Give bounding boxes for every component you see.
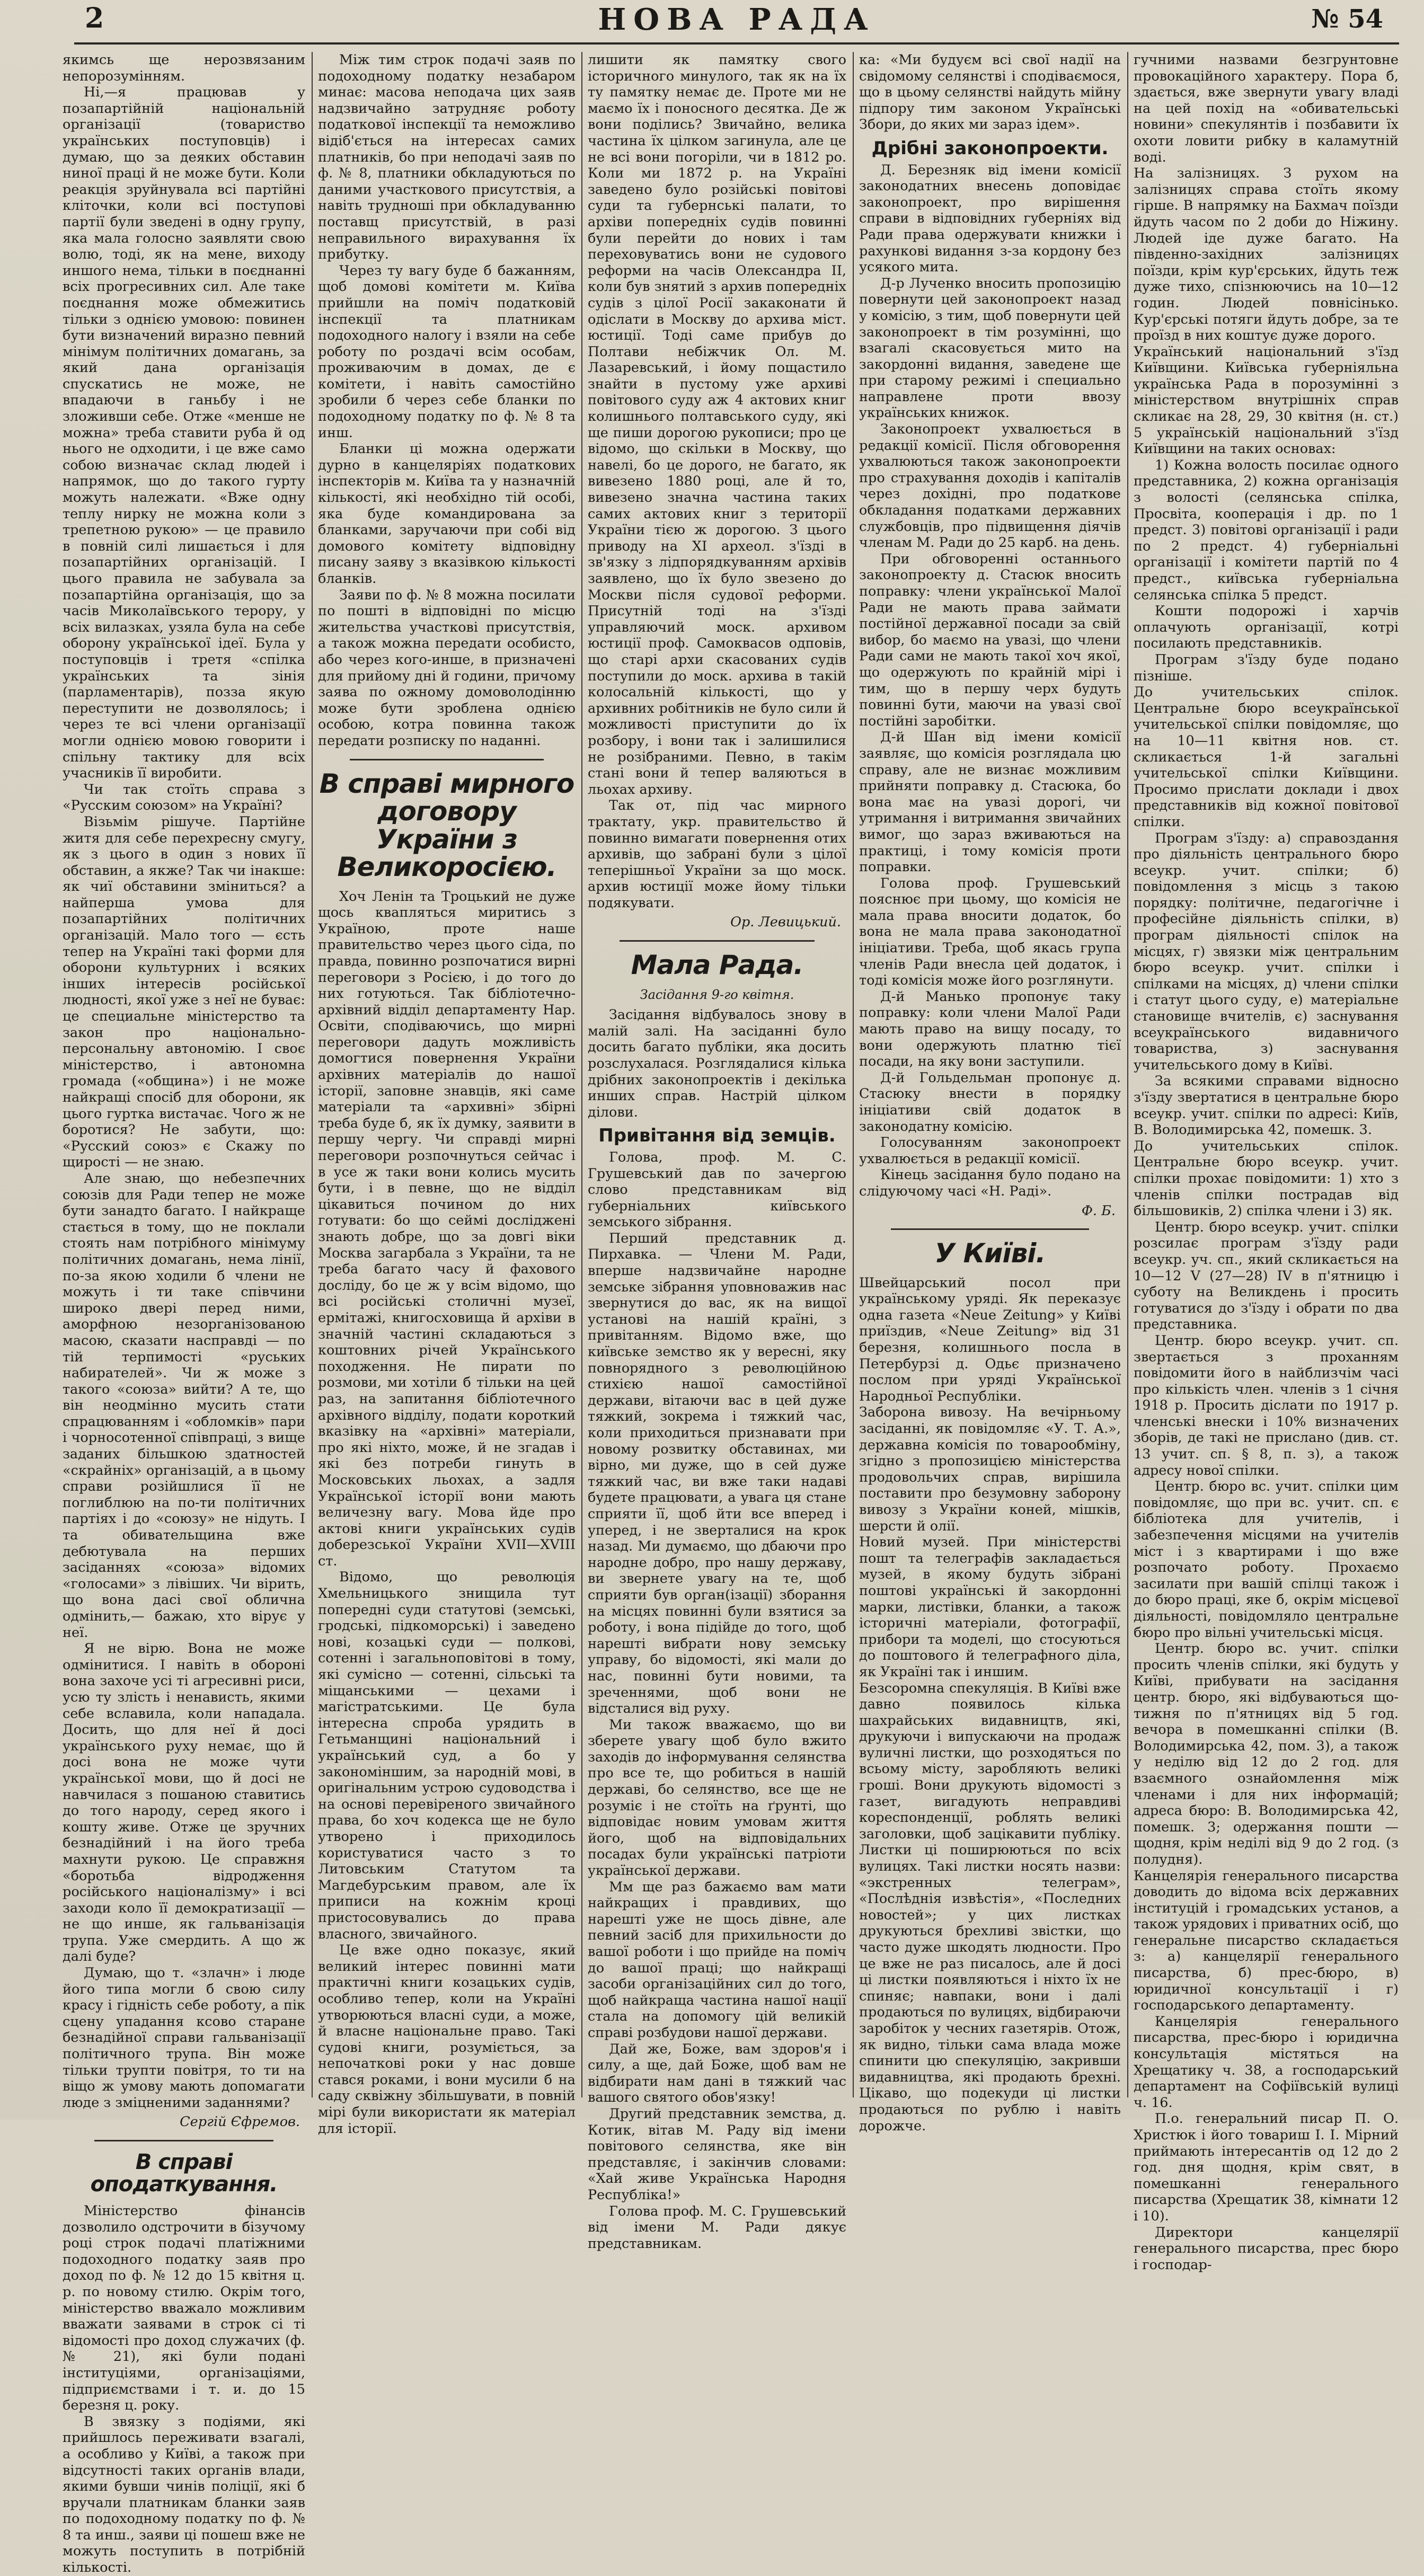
article-paragraph: Перший представник д. Пирхавка. — Члени М. Ради, вперше надзвичайне народне земське зібрання уповноважив нас звернутися до вас, як на вищої установі на нашій країні, з привітанням. Відомо вже, що київське земство як у вересні, яку повнорядного з революційною стихією нашої самостійної держави, вітаючи вас в цей дуже тяжкий, зокрема і тяжкий час, коли приходиться признавати при новому розвитку обставинах, ми вірно, ми дуже, що в сей дуже тяжкий час, ви вже таки надаві будете працювати, а увага ця стане сприяти її, щоб йти все вперед і уперед, і не зверталися на крок назад. Ми думаємо, що дбаючи про народне добро, про нашу державу, ви звернете увагу на те, щоб сприяти був орган(ізації) зборання на місцях повинні були взятися за роботу, і вона підійде до того, щоб нарешті вибрати нову земську управу, бо відомості, які мали до нас, повинні бути новими, та зреченнями, щоб вони не відсталися від руху. — [588, 1230, 846, 1717]
article-paragraph: П.о. генеральний писар П. О. Христюк і його товариш І. І. Мірний приймають інтересантів од 12 до 2 год. дня щодня, крім свят, в помешканні генерального писарства (Хрещатик 38, кімнати 12 і 10). — [1134, 2111, 1399, 2224]
article-paragraph: Мм ще раз бажаємо вам мати найкращих і правдивих, що нарешті уже не щось дівне, але певний засіб для прихильности до вашої роботи і що прийде на поміч до вашої праці; що найкращі засоби організаційних сил до того, щоб найкраща частина нашої нації стала на допомогу цій великій справі розбудови нашої держави. — [588, 1879, 846, 2041]
article-paragraph: Ні,—я працював у позапартійній національній організації (товариство українських поступовців) і думаю, що за деяких обставин ниної праці й не може бути. Коли реакція зруйнувала всі партійні кліточки, коли всі поступові партії були зведені в одну групу, яка мала голосно заявляти свою волю, тоді, як на мене, виходу иншого нема, тільки в поєднанні всіх прогресивних сил. Але таке поєднання може обмежитись тільки з однією умовою: повинен бути визначений виразно певний мінімум політичних домагань, за який дана організація спускатись не може, не впадаючи в ганьбу і не зложивши себе. Отже «менше не можна» треба ставити руба й од нього не одходити, і це вже само собою визначає склад людей і напрямок, що до такого гурту можуть належати. «Вже одну теплу нирку не можна коли з трепетною рукою» — це правило в повній силі лишається і для позапартійних організацій. І цього правила не забувала за позапартійна організація, що за часів Миколаївського терору, у всіх вилазках, узяла була на себе оборону української ідеї. Була у поступовців і третя «спілка українських та зінія (парламентарів), позза якую переступити не дозволялось; і через те всі члени організації могли однією мовою говорити і спільну тактику для всіх учасників її виробити. — [63, 84, 305, 782]
news-item: Заборона вивозу. На вечірньому засіданні, як повідомляє «У. Т. А.», державна комісія по товарообміну, згідно з пропозицією міністерства продовольчих справ, вирішила поставити про безумовну заборону вивозу з України коней, мішків, шерсти й олії. — [859, 1404, 1121, 1534]
article-paragraph: Д-й Манько пропонує таку поправку: коли члени Малої Ради мають право на вищу посаду, то вони одержують платню тієї посади, на яку вони заступили. — [859, 988, 1121, 1070]
article-paragraph: Голова проф. Грушевський пояснює при цьому, що комісія не мала права вносити додаток, бо вона не мала права законодатної ініціативи. Треба, щоб якась група членів Ради внесла цей додаток, і тоді комісія може його розглянути. — [859, 875, 1121, 989]
article-signature: Ф. Б. — [1081, 1202, 1116, 1219]
article-paragraph: Центр. бюро вс. учит. спілки просить членів спілки, які будуть у Київі, прибувати на засідання центр. бюро, які відбуваються що-тижня по п'ятницях від 5 год. вечора в помешканні спілки (В. Володимирська 42, пом. 3), а також у неділю від 12 до 2 год. для взаємного ознайомлення між членами і для них інформацій; адреса бюро: В. Володимирська 42, помешк. 3; одержання пошти — щодня, крім неділі від 9 до 2 год. (з полудня). — [1134, 1641, 1399, 1867]
newspaper-title: НОВА РАДА — [598, 2, 875, 37]
article-paragraph: Центр. бюро всеукр. учит. спілки розсилає програм з'їзду ради всеукр. уч. сп., який скликається на 10—12 V (27—28) IV в п'ятницю і суботу на Великдень і просить готуватися до з'їзду і обрати по два представника. — [1134, 1219, 1399, 1333]
article-paragraph: Між тим строк подачі заяв по подоходному податку незабаром минає: масова неподача цих заяв надзвичайно затрудняє роботу податкової інспекції та неможливо відіб'ється на інтересах самих платників, бо при неподачі заяв по ф. № 8, платники обкладуються по даними участкового присутствія, а навіть трудноші при обкладуванню поставщ присутствій, в разі неправильного вирахування їх прибутку. — [318, 52, 576, 263]
article-paragraph: гучними назвами безгрунтовне провокаційного характеру. Пора б, здається, вже звернути увагу владі на цей похід на «обивательські новини» спекулянтів і позбавити їх охоти ловити рибку в каламутній воді. — [1134, 52, 1399, 165]
column-4 — [859, 52, 1121, 2134]
column-rule — [1127, 52, 1128, 2097]
article-signature: Сергій Єфремов. — [180, 2114, 300, 2130]
news-item: Новий музей. При міністерстві пошт та телеграфів закладається музей, в якому будуть зібрані поштові українські й закордонні марки, листівки, бланки, а також історичні матеріали, фотографії, прибори та моделі, що стосуються до поштового й телеграфного діла, як Україні так і иншим. — [859, 1534, 1121, 1680]
article-paragraph: Центр. бюро вс. учит. спілки цим повідомляє, що при вс. учит. сп. є бібліотека для учителів, і забезпечення місцями на учителів міст і з квартирами і що вже розпочато роботу. Прохаємо засилати при вашій спілці також і до бюро праці, яке б, окрім місцевої діяльності, повідомляло центральне бюро про вільні учительські місця. — [1134, 1479, 1399, 1641]
article-paragraph: Голова проф. М. С. Грушевський від імени М. Ради дякує представникам. — [588, 2203, 846, 2252]
article-paragraph: Законопроект ухвалюється в редакції комісії. Після обговорення ухвалюються також законопроекти про страхування доходів і капіталів через дохідні, про податкове обкладання податками державних службовців, про підвищення діячів членам М. Ради до 25 карб. на день. — [859, 421, 1121, 551]
column-3 — [588, 52, 846, 2252]
article-paragraph: Бланки ці можна одержати дурно в канцеляріях податкових інспекторів м. Київа та у назначній кількості, які необхідно тій особі, яка буде командирована за бланками, заручаючи при собі від домового комітету відповідну писану заяву з вказівкою кількості бланків. — [318, 441, 576, 587]
article-paragraph: Через ту вагу буде б бажанням, щоб домові комітети м. Київа прийшли на поміч податковій інспекції та платникам подоходного налогу і взяли на себе роботу по роздачі всім особам, проживаючим в домах, де є комітети, і навіть самостійно зробили б через себе бланки по подоходному податку по ф. № 8 та инш. — [318, 262, 576, 441]
headline-in-kyiv: У Київі. — [934, 1238, 1046, 1269]
article-paragraph: При обговоренні останнього законопроекту д. Стасюк вносить поправку: члени української Малої Ради не мають права займати постійної державної посади за свій вибор, бо маємо на увазі, що члени Ради сами не мають такої хоч якої, що одержують по крайній мірі і тим, що в першу черх будуть повинні бути, маючи на увазі свої постійні заробітки. — [859, 551, 1121, 729]
article-paragraph: Міністерство фінансів дозволило одстрочити в бізучому році строк подачі платіжними подоходного податку заяв про доход по ф. № 12 до 15 квітня ц. р. по новому стилю. Окрім того, міністерство вважало можливим вважати заявами в строк сі ті відомості про доход служачих (ф. № 21), які були подані інституціями, організаціями, підприємствами і т. и. до 15 березня ц. року. — [63, 2203, 305, 2414]
article-paragraph: лишити як памятку свого історичного минулого, так як на їх ту памятку немає де. Проте ми не маємо їх і поносного десятка. Де ж вони поділись? Звичайно, велика частина їх цілком загинула, але це не всі вони погоріли, чи в 1812 ро. Коли ми 1872 р. на Україні заведено було розійські повітові суди та губернські палати, то архіви попередніх судів повинні були перейти до нових і там переховуватись вони не судового реформи на часів Олександра II, коли був знятий з архив попередніх судів з цілої Росії закаконати й одіслати в Москву до архива міст. юстиції. Тоді саме прибув до Полтави небіжчик Ол. М. Лазаревський, і йому пощастило знайти в пустому уже архиві повітового суду аж 4 актових книг колишнього полтавського суду, які ще пиши дорогою рукописи; про це відомо, що скільки в Москву, що навелі, бо це дорого, не багато, як вивезено 1880 році, але й то, вивезено значна частина таких самих актових книг з території України тією ж дорогою. З цього приводу на ХІ археол. з'їзді в зв'язку з лідпорядкуванням архівів заявлено, що їх було звезено до Москви після судової реформи. Присутній тоді на з'їзді управляючий моск. архивом юстиції проф. Самоквасов одповів, що старі архи скасованих судів поступили до моск. архива в такій колосальній кількості, що у архивних робітників не було сили й можливості приступити до їх розбору, і вони так і залишилися не розібраними. Певно, в такім стані вони й тепер валяються в льохах архиву. — [588, 52, 846, 798]
news-item: До учительських спілок. Центральне бюро всеукр. учит. спілки прохає повідомити: 1) хто з членів спілки пострадав від більшовиків, 2) спілка члени і 3) як. — [1134, 1138, 1399, 1219]
article-paragraph: Це вже одно показує, який великий інтерес повинні мати практичні книги козацьких судів, особливо тепер, коли на Україні утворюються власні суди, а може, й власне національне право. Такі судові книги, розуміється, за непочаткові роки у нас довше стався роками, і вони мусили б на саду сквіжну збільшувати, в повній мірі були використати як матеріал для історії. — [318, 1942, 576, 2137]
article-paragraph: Програм з'їзду буде подано пізніше. — [1134, 651, 1399, 684]
article-paragraph: Канцелярія генерального писарства, прес-бюро і юридична консультація містяться на Хрещатику ч. 38, а господарський департамент на Софіївській вулиці ч. 16. — [1134, 2013, 1399, 2111]
column-2 — [318, 52, 576, 2137]
article-paragraph: Центр. бюро всеукр. учит. сп. звертається з проханням повідомити його в найблизчім часі про кількість член. членів з 1 січня 1918 р. Просить діслати по 1917 р. членські внески і 10% визначених зборів, де такі не прислано (див. ст. 13 учит. сп. § 8, п. з), а також адресу нової спілки. — [1134, 1332, 1399, 1479]
article-paragraph: Я не вірю. Вона не може одмінитися. І навіть в обороні вона захоче усі ті агресивні риси, усю ту злість і ненависть, якими себе вславила, коли нападала. Досить, що для неї й досі українського руху немає, що й досі вона не може чути української мови, що й досі не навчилася з пошаною ставитись до того народу, серед якого і кошту живе. Отже це зручних безнадійний і на його треба махнути рукою. Це справжня «боротьба відродження російського націоналізму» і всі заходи коло її демократизації — не що инше, як гальванізація трупа. Уже смердить. А що ж далі буде? — [63, 1641, 305, 1965]
article-paragraph: Д. Березняк від імени комісії законодатних внесень доповідає законопроект, про вирішення справи в відповідних губерніях від Ради права одержувати книжки і рахункові видання з-за кордону без усякого мита. — [859, 162, 1121, 276]
article-paragraph: Другий представник земства, д. Котик, вітав М. Раду від імени повітового селянства, яке він представляє, і закінчив словами: «Хай живе Українська Народня Республіка!» — [588, 2105, 846, 2203]
news-item: На залізницях. З рухом на залізницях справа стоїть якому гірше. В напрямку на Бахмач поїзди йдуть часом по 2 доби до Ніжину. Людей іде дуже багато. На південно-західних залізницях поїзди, крім кур'єрських, йдуть теж дуже тихо, спізнюючись на 10—12 годин. Людей повнісінько. Кур'єрські потяги йдуть добре, за те проїзд в них коштує дуже дорого. — [1134, 165, 1399, 344]
article-paragraph: якимсь ще нерозвязаним непорозумінням. — [63, 52, 305, 84]
article-paragraph: Чи так стоїть справа з «Русским союзом» на Україні? — [63, 781, 305, 814]
article-paragraph: Засідання відбувалось знову в малій залі. На засіданні було досить багато публіки, яка досить розслухалася. Розглядалися кілька дрібних законопроектів і декілька инших справ. Настрій цілком ділови. — [588, 1007, 846, 1120]
column-rule — [312, 52, 313, 2097]
article-paragraph: Але знаю, що небезпечних союзів для Ради тепер не може бути занадто багато. І найкраще стається в тому, що не поклали стоять нам потрібного мінімуму політичних домагань, нема лінії, по-за якою ходили б члени не можуть і ти таке співчини широко двері перед ними, аморфною незорганізованою масою, сказати насправді — по тій терпимості «руських набирателей». Чи ж може з такого «союза» вийти? А те, що він неодмінно мусить стати спрацюванням і «обломків» пари і чорносотенної співпраці, з вище заданих більшкою здатностей «скрайніх» організацій, а в цьому справи розійшлися її не поглиблюю на по-ти політичних партіях і до «союзу» не нідуть. І та обивательщина вже дебютувала на перших засіданнях «союза» відомих «голосами» з лівіших. Чи вірить, що вона дасі свої облична одмінить,— бажаю, хто вірує у неї. — [63, 1170, 305, 1641]
article-paragraph: Заяви по ф. № 8 можна посилати по пошті в відповідні по місцю жительства участкові присутствія, а також можна передати особисто, або через кого-инше, в призначені для прийому дні й години, причому заява по ожному домоволодінню може бути зроблена однією особою, котра повинна також передати розписку по наданні. — [318, 587, 576, 749]
page-number: 2 — [85, 2, 104, 34]
article-paragraph: Голова, проф. М. С. Грушевський дав по зачергою слово представникам від губерніальних київського земського зібрання. — [588, 1149, 846, 1231]
session-date: Засідання 9-го квітня. — [640, 987, 794, 1002]
column-1 — [63, 52, 305, 2576]
headline-taxation: В справі оподаткування. — [90, 2150, 278, 2197]
article-paragraph: Д-й Шан від імени комісії заявляє, що комісія розглядала цю справу, але не визнає можливим прийняти поправку д. Стасюка, бо вона має на увазі дорогі, чи утримання і витримання звичайних вимог, що зараз вживаються на практиці, і тому комісія проти поправки. — [859, 729, 1121, 875]
article-paragraph: Так от, під час мирного трактату, укр. правительство й повинно вимагати повернення отих архивів, що забрані були з цілої теперішньої України за що моск. архив юстиції може йому тільки подякувати. — [588, 798, 846, 911]
article-divider — [891, 1228, 1089, 1230]
news-item: Швейцарський посол при українському уряді. Як переказує одна газета «Neue Zeitung» у Київі приїздив, «Neue Zeitung» від 31 березня, колишнього посла в Петербурзі д. Одьє призначено послом при уряді Української Народньої Республіки. — [859, 1274, 1121, 1404]
news-item: Канцелярія генерального писарства доводить до відома всіх державних інституцій і громадських установ, а також урядових і приватних осіб, що генеральне писарство складається з: а) канцелярії генерального писарства, б) прес-бюро, в) юридичної консультації і г) господарського департаменту. — [1134, 1867, 1399, 2014]
article-signature: Ор. Левицький. — [730, 914, 841, 931]
column-5 — [1134, 52, 1399, 2273]
article-paragraph: Ми також вважаємо, що ви зберете увагу щоб було вжито заходів до інформування селянства про все те, що робиться в нашій державі, бо селянство, все ще не розуміє і не стоїть на ґрунті, що відповідає новим умовам життя його, щоб на відповідальних посадах були українські патріоти української держави. — [588, 1716, 846, 1879]
section-heading: Привітання від земців. — [598, 1125, 836, 1147]
news-item: Український національний з'їзд Київщини. Київська губерніяльна українська Рада в порозумінні з міністерством внутрішніх справ скликає на 28, 29, 30 квітня (н. ст.) 5 українській національний з'їзд Київщини на таких основах: — [1134, 343, 1399, 457]
article-paragraph: Програм з'їзду: а) справоздання про діяльність центрального бюро всеукр. учит. спілки; б) повідомлення з місць з такою порядку: політичне, педагогічне і професійне діяльність спілки, в) програм діяльності спілок на місцях, г) звязки між центральним бюро всеукр. учит. спілки і спілками на місцях, д) члени спілки і статут цього суду, е) матеріальне становище вчителів, є) заснування всеукраїнського видавничого товариства, з) заснування учительського дому в Київі. — [1134, 830, 1399, 1073]
article-paragraph: ка: «Ми будуєм всі свої надії на свідомому селянстві і сподіваємося, що в цьому селянстві найдуть мійну підпору тим законом Українські Збори, до яких ми зараз ідем». — [859, 52, 1121, 133]
headline-peace-treaty: В справі мирного договору України з Великоросією. — [319, 768, 574, 883]
article-paragraph: За всякими справами відносно з'їзду звертатися в центральне бюро всеукр. учит. спілки по адресі: Київ, В. Володимирська 42, помешк. 3. — [1134, 1073, 1399, 1138]
article-paragraph: В звязку з подіями, які прийшлось переживати взагалі, а особливо у Київі, а також при відсутності таких органів влади, якими бувши чинів поліції, які б вручали платникам бланки заяв по подоходному податку по ф. № 8 та инш., заяви ці пошеш вже не можуть поступить в потрібній кількості. — [63, 2413, 305, 2576]
article-paragraph: 1) Кожна волость посилає одного представника, 2) кожна організація з волості (селянська спілка, Просвіта, кооперація і др. по 1 предст. 3) повітові організації і ради по 2 предст. 4) губерніальні організації і комітети партій по 4 предст., київська губерніальна селянська спілка 5 предст. — [1134, 457, 1399, 603]
article-paragraph: Кінець засідання було подано на слідуючому часі «Н. Раді». — [859, 1167, 1121, 1199]
article-divider — [350, 759, 544, 760]
article-paragraph: Кошти подорожі і харчів оплачують організації, котрі посилають представників. — [1134, 603, 1399, 652]
article-paragraph: Візьмім рішуче. Партійне житя для себе перехресну смугу, як з цього в один з нових її обставин, а якже? Так чи інакше: як чиї обставини зміниться? а найперша умова для позапартійних політичних організацій. Мало того — єсть тепер на Україні такі форми для оборони культурних і всяких інших інтересів російської людності, якої уже з неї не буває: це специальне міністерство та закон про національно-персональну автономію. І своє міністерство, і автономна громада («община») і не може найкращі спосіб для оборони, як цього гуртка вистачає. Чого ж не боротися? Не забути, що: «Русский союз» є Скажу по щирості — не знаю. — [63, 813, 305, 1171]
headline-mala-rada: Мала Рада. — [631, 950, 803, 981]
article-paragraph: Думаю, що т. «злачн» і люде його типа могли б свою силу красу і гідність себе роботу, а пік сцену упадання ксово старане безнадійної справи гальванізації політичного трупа. Він може тільки трупти повітря, то ти на віщо ж умову мають допомагати люде з зміцненими заданнями? — [63, 1965, 305, 2111]
section-heading: Дрібні законопроекти. — [871, 137, 1109, 159]
article-paragraph: Д-й Гольдельман пропонує д. Стасюку внести в порядку ініціативи свій додаток в законодатну комісію. — [859, 1069, 1121, 1135]
article-paragraph: Д-р Лученко вносить пропозицію повернути цей законопроект назад у комісію, з тим, щоб повернути цей законопроект в тім розумінні, що взагалі скасовується мито на закордонні видання, заведене ще при старому режимі і специально направлене проти ввозу українських книжок. — [859, 275, 1121, 421]
article-paragraph: Відомо, що революція Хмельницького знищила тут попередні суди статутові (земські, гродські, підкоморські) і заведено нові, козацькі суди — полкові, сотенні і загальноповітові в тому, які сумісно — сотенні, сільські та міщанськими — цехами і магістратськими. Це була інтересна спроба урядить в Гетьманщині національний і український суд, а бо у закономіншим, за народній мові, в оригінальним устрою судоводства і на основі перевіреного звичайного права, бо хоч кодекса ще не було утворено і приходилось користуватися часто з то Литовським Статутом та Магдебурським правом, але їх приписи на кожнім кроці пристосовувались до права власного, звичайного. — [318, 1569, 576, 1942]
masthead — [74, 0, 1399, 45]
article-divider — [620, 940, 815, 942]
news-item: Безсоромна спекуляція. В Київі вже давно появилось кілька шахрайських видавництв, які, друкуючи і випускаючи на продаж вуличні листки, що розходяться по всьому місту, заробляють великі гроші. Вони друкують відомості з газет, вигадують неправдиві кореспонденції, роблять великі заголовки, щоб зацікавити публіку. Листки ці поширюються по всіх вулицях. Такі листки носять назви: «экстренных телеграм», «Послѣднія извѣстія», «Последних новостей»; у цих листках друкуються брехливі звістки, що часто дуже шкодять людности. Про це вже не раз писалось, але й досі ці листки появляються і ніхто їх не спиняє; навпаки, вони і далі продаються по вулицях, відбираючи заробіток у чесних газетярів. Отож, як видно, тільки сама влада може спинити цю спекуляцію, закривши видавництва, які продають брехні. Цікаво, що подекуди ці листки продаються по рублю і навіть дорожче. — [859, 1680, 1121, 2134]
column-rule — [581, 52, 582, 2097]
issue-number: № 54 — [1311, 4, 1383, 34]
article-paragraph: Голосуванням законопроект ухвалюється в редакції комісії. — [859, 1135, 1121, 1167]
article-paragraph: Директори канцелярії генерального писарства, прес бюро і господар- — [1134, 2224, 1399, 2273]
news-item: До учительських спілок. Центральне бюро всеукраїнської учительської спілки повідомляє, що на 10—11 квітня нов. ст. скликається 1-й загальні учительської спілки Київщини. Просимо прислати доклади і двох представників від кожної повітової спілки. — [1134, 684, 1399, 830]
article-paragraph: Хоч Ленін та Троцький не дуже щось квапляться миритись з Україною, проте наше правительство через цього сіда, по правда, повинно розпочатися вирні переговори з Росією, і до того до них готуються. Так бібліотечно-архівний відділ департаменту Нар. Освіти, сподіваючись, що мирні переговори дадуть можливість домогтися повернення України архівних матеріалів до нашої історії, заповне знавців, які саме матеріали та «архивні» збірні треба буде б, як їх думку, заявити в першу чергу. Чи справді мирні переговори розпочнуться сейчас і в усе ж таки вони колись мусить бути, і в певне, що не відділ цікавиться почином до них готувати: бо що сеймі досліджені знають добре, що за довгі віки Москва загарбала з України, та не треба багато часу й фахового досліду, бо це ж у всім відомо, що всі російські столичні музеї, ермітажі, книгосховища й архіви в значній частині складаються з коштовних річей Українського походження. Не пирати по розмови, ми хотіли б тільки на цей раз, на запитання бібліотечного архівного відділу, подати короткий вказівку на «архівні» матеріали, про які ніхто, може, й не згадав і які без потреби гинуть в Московських льохах, а задля Української історії вони мають величезну вагу. Мова йде про актові книги українських судів доберезської України XVII—XVIII ст. — [318, 888, 576, 1569]
article-divider — [94, 2140, 273, 2141]
column-rule — [853, 52, 854, 2097]
article-paragraph: Дай же, Боже, вам здоров'я і силу, а ще, дай Боже, щоб вам не відбирати нам дані в тяжкий час вашого святого обов'язку! — [588, 2041, 846, 2106]
